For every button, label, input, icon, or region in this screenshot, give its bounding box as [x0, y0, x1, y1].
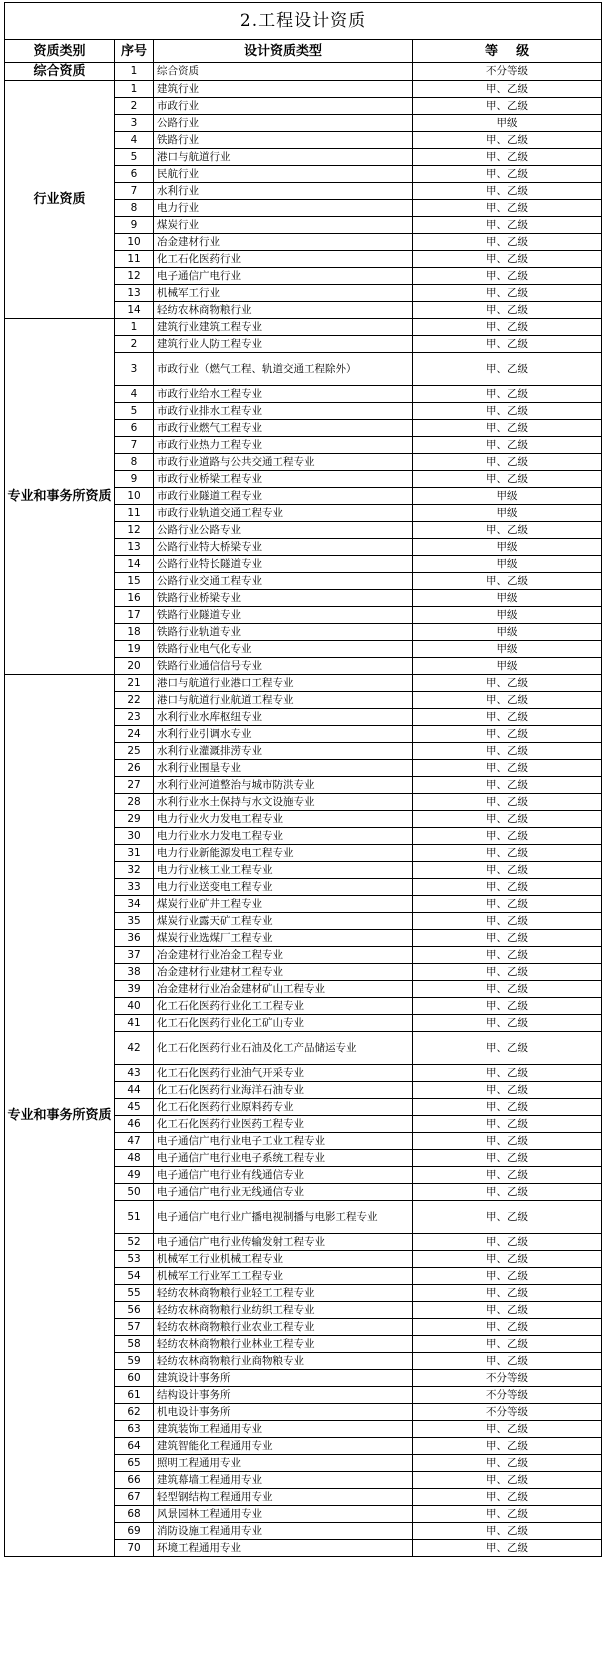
category-cell: 专业和事务所资质 [5, 319, 115, 675]
qualification-type-cell: 市政行业 [154, 98, 413, 115]
row-number-cell: 48 [115, 1150, 154, 1167]
row-number-cell: 32 [115, 862, 154, 879]
grade-cell: 甲、乙级 [413, 964, 602, 981]
qualification-type-cell: 市政行业道路与公共交通工程专业 [154, 454, 413, 471]
table-row [5, 319, 602, 336]
grade-cell: 甲、乙级 [413, 879, 602, 896]
row-number-cell: 3 [115, 115, 154, 132]
qualification-type-cell: 轻纺农林商物粮行业农业工程专业 [154, 1319, 413, 1336]
grade-cell: 甲级 [413, 115, 602, 132]
qualification-type-cell: 电子通信广电行业无线通信专业 [154, 1184, 413, 1201]
grade-cell: 甲、乙级 [413, 302, 602, 319]
grade-cell: 甲、乙级 [413, 217, 602, 234]
grade-cell: 甲、乙级 [413, 709, 602, 726]
grade-cell: 甲、乙级 [413, 1184, 602, 1201]
category-cell: 综合资质 [5, 63, 115, 81]
row-number-cell: 33 [115, 879, 154, 896]
row-number-cell: 11 [115, 505, 154, 522]
grade-cell: 甲、乙级 [413, 1015, 602, 1032]
qualification-type-cell: 化工石化医药行业医药工程专业 [154, 1116, 413, 1133]
row-number-cell: 7 [115, 437, 154, 454]
grade-cell: 甲级 [413, 539, 602, 556]
grade-cell: 甲、乙级 [413, 251, 602, 268]
qualification-type-cell: 轻型钢结构工程通用专业 [154, 1489, 413, 1506]
qualification-type-cell: 轻纺农林商物粮行业纺织工程专业 [154, 1302, 413, 1319]
grade-cell: 甲、乙级 [413, 913, 602, 930]
row-number-cell: 38 [115, 964, 154, 981]
qualification-type-cell: 港口与航道行业航道工程专业 [154, 692, 413, 709]
row-number-cell: 3 [115, 353, 154, 386]
qualification-type-cell: 轻纺农林商物粮行业轻工工程专业 [154, 1285, 413, 1302]
grade-cell: 甲、乙级 [413, 1523, 602, 1540]
qualification-type-cell: 市政行业燃气工程专业 [154, 420, 413, 437]
qualification-type-cell: 公路行业特长隧道专业 [154, 556, 413, 573]
grade-cell: 甲、乙级 [413, 794, 602, 811]
qualification-type-cell: 建筑智能化工程通用专业 [154, 1438, 413, 1455]
qualification-type-cell: 煤炭行业矿井工程专业 [154, 896, 413, 913]
qualification-type-cell: 照明工程通用专业 [154, 1455, 413, 1472]
row-number-cell: 60 [115, 1370, 154, 1387]
qualification-type-cell: 电力行业 [154, 200, 413, 217]
table-row [5, 675, 602, 692]
grade-cell: 甲、乙级 [413, 471, 602, 488]
row-number-cell: 39 [115, 981, 154, 998]
grade-cell: 甲、乙级 [413, 1472, 602, 1489]
grade-cell: 甲、乙级 [413, 981, 602, 998]
grade-cell: 甲、乙级 [413, 200, 602, 217]
grade-cell: 甲、乙级 [413, 896, 602, 913]
row-number-cell: 42 [115, 1032, 154, 1065]
qualification-type-cell: 化工石化医药行业海洋石油专业 [154, 1082, 413, 1099]
grade-cell: 甲、乙级 [413, 166, 602, 183]
qualification-type-cell: 市政行业（燃气工程、轨道交通工程除外） [154, 353, 413, 386]
row-number-cell: 14 [115, 302, 154, 319]
qualification-type-cell: 电力行业送变电工程专业 [154, 879, 413, 896]
qualification-type-cell: 冶金建材行业 [154, 234, 413, 251]
row-number-cell: 16 [115, 590, 154, 607]
qualification-type-cell: 建筑幕墙工程通用专业 [154, 1472, 413, 1489]
row-number-cell: 4 [115, 386, 154, 403]
grade-cell: 甲、乙级 [413, 234, 602, 251]
row-number-cell: 7 [115, 183, 154, 200]
grade-cell: 甲、乙级 [413, 845, 602, 862]
grade-cell: 甲、乙级 [413, 268, 602, 285]
grade-cell: 甲、乙级 [413, 862, 602, 879]
row-number-cell: 59 [115, 1353, 154, 1370]
qualification-type-cell: 电力行业新能源发电工程专业 [154, 845, 413, 862]
row-number-cell: 45 [115, 1099, 154, 1116]
qualification-type-cell: 消防设施工程通用专业 [154, 1523, 413, 1540]
row-number-cell: 5 [115, 403, 154, 420]
qualification-type-cell: 冶金建材行业冶金建材矿山工程专业 [154, 981, 413, 998]
row-number-cell: 17 [115, 607, 154, 624]
row-number-cell: 69 [115, 1523, 154, 1540]
qualification-type-cell: 建筑装饰工程通用专业 [154, 1421, 413, 1438]
grade-cell: 甲、乙级 [413, 285, 602, 302]
grade-cell: 甲级 [413, 641, 602, 658]
grade-cell: 甲、乙级 [413, 1302, 602, 1319]
qualification-type-cell: 电子通信广电行业传输发射工程专业 [154, 1234, 413, 1251]
qualification-type-cell: 建筑行业人防工程专业 [154, 336, 413, 353]
grade-cell: 甲、乙级 [413, 998, 602, 1015]
row-number-cell: 6 [115, 420, 154, 437]
grade-cell: 甲、乙级 [413, 522, 602, 539]
row-number-cell: 57 [115, 1319, 154, 1336]
qualification-type-cell: 铁路行业隧道专业 [154, 607, 413, 624]
row-number-cell: 4 [115, 132, 154, 149]
qualification-type-cell: 煤炭行业露天矿工程专业 [154, 913, 413, 930]
row-number-cell: 10 [115, 488, 154, 505]
header-type: 设计资质类型 [154, 40, 413, 63]
qualification-type-cell: 港口与航道行业 [154, 149, 413, 166]
row-number-cell: 37 [115, 947, 154, 964]
row-number-cell: 12 [115, 522, 154, 539]
qualification-type-cell: 煤炭行业选煤厂工程专业 [154, 930, 413, 947]
row-number-cell: 65 [115, 1455, 154, 1472]
row-number-cell: 12 [115, 268, 154, 285]
grade-cell: 甲、乙级 [413, 1268, 602, 1285]
grade-cell: 甲级 [413, 624, 602, 641]
grade-cell: 甲、乙级 [413, 386, 602, 403]
grade-cell: 甲、乙级 [413, 1065, 602, 1082]
table-body [5, 63, 602, 1557]
qualification-type-cell: 化工石化医药行业油气开采专业 [154, 1065, 413, 1082]
row-number-cell: 2 [115, 98, 154, 115]
qualification-type-cell: 铁路行业 [154, 132, 413, 149]
grade-cell: 甲、乙级 [413, 1336, 602, 1353]
qualification-type-cell: 水利行业围垦专业 [154, 760, 413, 777]
row-number-cell: 8 [115, 200, 154, 217]
table-title: 2.工程设计资质 [5, 3, 602, 40]
row-number-cell: 50 [115, 1184, 154, 1201]
row-number-cell: 62 [115, 1404, 154, 1421]
row-number-cell: 31 [115, 845, 154, 862]
grade-cell: 甲、乙级 [413, 1506, 602, 1523]
grade-cell: 甲级 [413, 505, 602, 522]
qualification-type-cell: 公路行业公路专业 [154, 522, 413, 539]
qualification-type-cell: 机电设计事务所 [154, 1404, 413, 1421]
row-number-cell: 67 [115, 1489, 154, 1506]
qualification-type-cell: 市政行业给水工程专业 [154, 386, 413, 403]
row-number-cell: 14 [115, 556, 154, 573]
qualification-type-cell: 建筑行业建筑工程专业 [154, 319, 413, 336]
grade-cell: 甲、乙级 [413, 1540, 602, 1557]
row-number-cell: 64 [115, 1438, 154, 1455]
grade-cell: 甲、乙级 [413, 1353, 602, 1370]
qualification-type-cell: 电子通信广电行业电子工业工程专业 [154, 1133, 413, 1150]
qualification-type-cell: 化工石化医药行业石油及化工产品储运专业 [154, 1032, 413, 1065]
grade-cell: 甲、乙级 [413, 149, 602, 166]
row-number-cell: 6 [115, 166, 154, 183]
qualification-type-cell: 公路行业交通工程专业 [154, 573, 413, 590]
row-number-cell: 2 [115, 336, 154, 353]
row-number-cell: 53 [115, 1251, 154, 1268]
row-number-cell: 26 [115, 760, 154, 777]
row-number-cell: 13 [115, 539, 154, 556]
qualification-type-cell: 机械军工行业 [154, 285, 413, 302]
row-number-cell: 63 [115, 1421, 154, 1438]
grade-cell: 甲、乙级 [413, 947, 602, 964]
qualification-type-cell: 建筑设计事务所 [154, 1370, 413, 1387]
row-number-cell: 40 [115, 998, 154, 1015]
qualification-type-cell: 民航行业 [154, 166, 413, 183]
grade-cell: 甲、乙级 [413, 81, 602, 98]
grade-cell: 甲、乙级 [413, 1251, 602, 1268]
grade-cell: 甲、乙级 [413, 726, 602, 743]
qualification-type-cell: 冶金建材行业建材工程专业 [154, 964, 413, 981]
grade-cell: 不分等级 [413, 1370, 602, 1387]
grade-cell: 甲、乙级 [413, 403, 602, 420]
qualification-type-cell: 铁路行业桥梁专业 [154, 590, 413, 607]
row-number-cell: 52 [115, 1234, 154, 1251]
qualification-type-cell: 电子通信广电行业电子系统工程专业 [154, 1150, 413, 1167]
grade-cell: 甲、乙级 [413, 777, 602, 794]
qualification-type-cell: 机械军工行业军工工程专业 [154, 1268, 413, 1285]
grade-cell: 甲、乙级 [413, 454, 602, 471]
row-number-cell: 51 [115, 1201, 154, 1234]
row-number-cell: 20 [115, 658, 154, 675]
grade-cell: 甲、乙级 [413, 1082, 602, 1099]
qualification-type-cell: 电子通信广电行业广播电视制播与电影工程专业 [154, 1201, 413, 1234]
row-number-cell: 47 [115, 1133, 154, 1150]
grade-cell: 甲、乙级 [413, 1099, 602, 1116]
qualification-type-cell: 水利行业河道整治与城市防洪专业 [154, 777, 413, 794]
row-number-cell: 34 [115, 896, 154, 913]
row-number-cell: 56 [115, 1302, 154, 1319]
qualification-type-cell: 水利行业水土保持与水文设施专业 [154, 794, 413, 811]
row-number-cell: 46 [115, 1116, 154, 1133]
row-number-cell: 27 [115, 777, 154, 794]
row-number-cell: 68 [115, 1506, 154, 1523]
row-number-cell: 29 [115, 811, 154, 828]
grade-cell: 甲、乙级 [413, 675, 602, 692]
grade-cell: 甲、乙级 [413, 319, 602, 336]
header-grade: 等 级 [413, 40, 602, 63]
row-number-cell: 1 [115, 63, 154, 81]
grade-cell: 甲、乙级 [413, 183, 602, 200]
qualification-type-cell: 化工石化医药行业化工工程专业 [154, 998, 413, 1015]
qualification-type-cell: 轻纺农林商物粮行业 [154, 302, 413, 319]
row-number-cell: 9 [115, 471, 154, 488]
grade-cell: 甲、乙级 [413, 1133, 602, 1150]
row-number-cell: 24 [115, 726, 154, 743]
grade-cell: 甲、乙级 [413, 1150, 602, 1167]
qualification-type-cell: 市政行业排水工程专业 [154, 403, 413, 420]
qualification-type-cell: 市政行业桥梁工程专业 [154, 471, 413, 488]
qualification-type-cell: 冶金建材行业冶金工程专业 [154, 947, 413, 964]
grade-cell: 甲、乙级 [413, 743, 602, 760]
grade-cell: 甲、乙级 [413, 1421, 602, 1438]
row-number-cell: 61 [115, 1387, 154, 1404]
table-row [5, 81, 602, 98]
grade-cell: 甲、乙级 [413, 1489, 602, 1506]
grade-cell: 甲、乙级 [413, 336, 602, 353]
row-number-cell: 1 [115, 319, 154, 336]
header-category: 资质类别 [5, 40, 115, 63]
qualification-type-cell: 轻纺农林商物粮行业商物粮专业 [154, 1353, 413, 1370]
grade-cell: 甲、乙级 [413, 1438, 602, 1455]
row-number-cell: 18 [115, 624, 154, 641]
grade-cell: 不分等级 [413, 1387, 602, 1404]
qualification-type-cell: 水利行业水库枢纽专业 [154, 709, 413, 726]
grade-cell: 甲级 [413, 556, 602, 573]
qualification-type-cell: 建筑行业 [154, 81, 413, 98]
row-number-cell: 41 [115, 1015, 154, 1032]
row-number-cell: 55 [115, 1285, 154, 1302]
row-number-cell: 19 [115, 641, 154, 658]
row-number-cell: 11 [115, 251, 154, 268]
row-number-cell: 30 [115, 828, 154, 845]
grade-cell: 甲、乙级 [413, 1319, 602, 1336]
row-number-cell: 10 [115, 234, 154, 251]
qualification-type-cell: 结构设计事务所 [154, 1387, 413, 1404]
row-number-cell: 43 [115, 1065, 154, 1082]
row-number-cell: 21 [115, 675, 154, 692]
header-row [5, 40, 602, 63]
qualification-type-cell: 电子通信广电行业有线通信专业 [154, 1167, 413, 1184]
grade-cell: 甲、乙级 [413, 353, 602, 386]
qualification-table [4, 2, 602, 1557]
qualification-type-cell: 化工石化医药行业 [154, 251, 413, 268]
grade-cell: 甲、乙级 [413, 420, 602, 437]
qualification-type-cell: 公路行业 [154, 115, 413, 132]
grade-cell: 甲、乙级 [413, 1285, 602, 1302]
grade-cell: 甲、乙级 [413, 98, 602, 115]
grade-cell: 甲、乙级 [413, 573, 602, 590]
grade-cell: 甲、乙级 [413, 1032, 602, 1065]
qualification-type-cell: 综合资质 [154, 63, 413, 81]
row-number-cell: 15 [115, 573, 154, 590]
qualification-type-cell: 水利行业 [154, 183, 413, 200]
qualification-type-cell: 铁路行业通信信号专业 [154, 658, 413, 675]
table-row [5, 63, 602, 81]
grade-cell: 甲、乙级 [413, 1116, 602, 1133]
row-number-cell: 13 [115, 285, 154, 302]
grade-cell: 甲、乙级 [413, 692, 602, 709]
row-number-cell: 54 [115, 1268, 154, 1285]
row-number-cell: 36 [115, 930, 154, 947]
grade-cell: 不分等级 [413, 63, 602, 81]
qualification-type-cell: 铁路行业电气化专业 [154, 641, 413, 658]
grade-cell: 甲级 [413, 658, 602, 675]
grade-cell: 甲、乙级 [413, 828, 602, 845]
grade-cell: 甲、乙级 [413, 1201, 602, 1234]
grade-cell: 甲、乙级 [413, 437, 602, 454]
qualification-type-cell: 水利行业引调水专业 [154, 726, 413, 743]
row-number-cell: 35 [115, 913, 154, 930]
row-number-cell: 22 [115, 692, 154, 709]
qualification-type-cell: 公路行业特大桥梁专业 [154, 539, 413, 556]
qualification-type-cell: 电力行业水力发电工程专业 [154, 828, 413, 845]
grade-cell: 不分等级 [413, 1404, 602, 1421]
row-number-cell: 1 [115, 81, 154, 98]
grade-cell: 甲级 [413, 488, 602, 505]
row-number-cell: 9 [115, 217, 154, 234]
qualification-type-cell: 市政行业轨道交通工程专业 [154, 505, 413, 522]
qualification-type-cell: 环境工程通用专业 [154, 1540, 413, 1557]
qualification-type-cell: 市政行业热力工程专业 [154, 437, 413, 454]
qualification-type-cell: 电子通信广电行业 [154, 268, 413, 285]
qualification-type-cell: 煤炭行业 [154, 217, 413, 234]
row-number-cell: 5 [115, 149, 154, 166]
category-cell: 专业和事务所资质 [5, 675, 115, 1557]
qualification-type-cell: 风景园林工程通用专业 [154, 1506, 413, 1523]
qualification-type-cell: 铁路行业轨道专业 [154, 624, 413, 641]
grade-cell: 甲、乙级 [413, 1234, 602, 1251]
qualification-type-cell: 电力行业火力发电工程专业 [154, 811, 413, 828]
grade-cell: 甲级 [413, 590, 602, 607]
qualification-type-cell: 水利行业灌溉排涝专业 [154, 743, 413, 760]
row-number-cell: 28 [115, 794, 154, 811]
qualification-type-cell: 机械军工行业机械工程专业 [154, 1251, 413, 1268]
grade-cell: 甲、乙级 [413, 760, 602, 777]
row-number-cell: 44 [115, 1082, 154, 1099]
row-number-cell: 23 [115, 709, 154, 726]
row-number-cell: 49 [115, 1167, 154, 1184]
category-cell: 行业资质 [5, 81, 115, 319]
qualification-type-cell: 港口与航道行业港口工程专业 [154, 675, 413, 692]
grade-cell: 甲、乙级 [413, 132, 602, 149]
qualification-type-cell: 轻纺农林商物粮行业林业工程专业 [154, 1336, 413, 1353]
grade-cell: 甲、乙级 [413, 1455, 602, 1472]
row-number-cell: 8 [115, 454, 154, 471]
row-number-cell: 58 [115, 1336, 154, 1353]
qualification-type-cell: 化工石化医药行业化工矿山专业 [154, 1015, 413, 1032]
grade-cell: 甲、乙级 [413, 930, 602, 947]
qualification-type-cell: 市政行业隧道工程专业 [154, 488, 413, 505]
row-number-cell: 66 [115, 1472, 154, 1489]
qualification-type-cell: 电力行业核工业工程专业 [154, 862, 413, 879]
header-no: 序号 [115, 40, 154, 63]
qualification-document [4, 2, 601, 1557]
grade-cell: 甲、乙级 [413, 811, 602, 828]
row-number-cell: 25 [115, 743, 154, 760]
row-number-cell: 70 [115, 1540, 154, 1557]
grade-cell: 甲、乙级 [413, 1167, 602, 1184]
grade-cell: 甲级 [413, 607, 602, 624]
qualification-type-cell: 化工石化医药行业原料药专业 [154, 1099, 413, 1116]
